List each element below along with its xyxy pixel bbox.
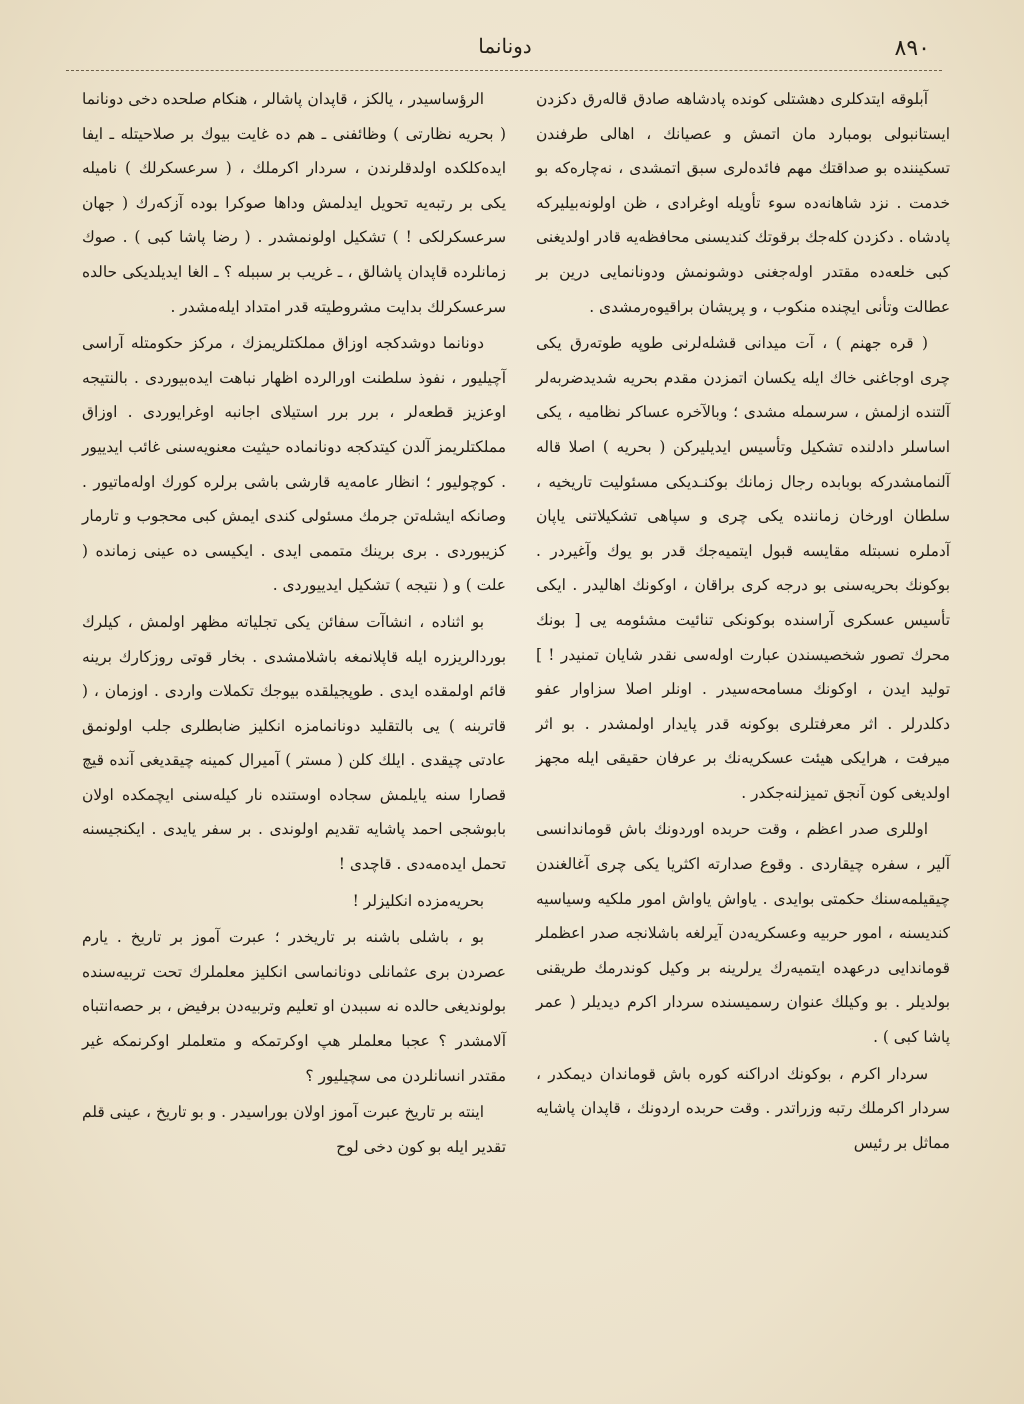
page-number: ۸۹۰	[894, 36, 930, 61]
paragraph: آبلوقه ایتدكلری دهشتلی كونده پادشاهه صادق قالەرق دكزدن ایستانبولی بومبارد مان اتمش و عصیانك ، اهالی طرفندن تسكیننده بو صداقتك مهم فائدەلری سبق اتمشدی ، نەچارەكه بو خدمت . نزد شاهانەده سوء تأویله اوغرادی ، ظن اولونەبیلیركه پادشاه . دكزدن كلەجك برقوتك كندیسنی محافظەیه قادر اولدیغنی كبی خلعەده مقتدر اولەجغنی دوشونمش ودونانمایی درین بر عطالت وتأنی ایچنده منكوب ، و پریشان براقیوەرمشدی .	[536, 90, 950, 316]
paragraph: دونانما دوشدكجه اوزاق مملكتلریمزك ، مركز حكومتله آراسی آچیلیور ، نفوذ سلطنت اورالرده اظهار نباهت ایدەبیوردی . بالنتیجه اوعزیز قطعەلر ، برر برر استیلای اجانبه اوغرایوردی . اوزاق مملكتلریمز آلدن كیتدكجه دونانماده حیثیت معنویەسنی غائب ایدییور . كوچولیور ؛ انظار عامەیه قارشی باشی برلره كورك اولەماتیور . وصانكه ایشلەتن جرمك مسئولی كندی ایمش كبی محجوب و تارمار كزیبوردی . بری برینك متممی ایدی . ایكیسی ده عینی زمانده ( علت ) و ( نتیجه ) تشكیل ایدییوردی .	[82, 334, 506, 595]
paragraph: سردار اكرم ، بوكونك ادراكنه كوره باش قوماندان دیمكدر ، سردار اكرملك رتبه وزراتدر . وقت حربده اردونك ، قاپدان پاشایه مماثل بر رئیس	[536, 1064, 950, 1152]
header-rule	[66, 70, 942, 71]
paragraph: ( قره جهنم ) ، آت میدانی قشلەلرنی طوپه طوتەرق یكی چری اوجاغنی خاك ایله یكسان اتمزدن مقدم بحریه شدیدضربەلر آلتنده ازلمش ، سرسمله مشدی ؛ وبالآخره عساكر نظامیه ، یكی اساسلر دادلنده تشكیل وتأسیس ایدیلیركن ( بحریه ) اصلا قاله آلنمامشدركه بوبابده رجال زمانك بوكنـدیكی مسئولیت تاریخیه ، سلطان اورخان زماننده یكی چری و سپاهی تشكیلاتنی یاپان آدملره نسبتله مقایسه قبول ایتمیەجك قدر بو یوك وآغیردر . بوكونك بحریەسنی بو درجه كری براقان ، اوكونك اهالیدر . ایكی تأسیس عسكری آراسنده بوكونكی تنائیت مشئومه یی [ بونك محرك تصور شخصیسندن عبارت اولەسی نقدر شایان تمنیدر ! ] تولید ایدن ، اوكونك مسامحەسیدر . اونلر اصلا سزاوار عفو دكلدرلر . اثر معرفتلری بوكونه قدر پایدار اولمشدر . بو اثر میرفت ، هرایكی هیئت عسكریەنك بر عرفان حقیقی ایله مجهز اولدیغی كون آنجق تمیزلنەجكدر .	[536, 334, 950, 802]
paragraph: بو اثناده ، انشاآت سفائن یكی تجلیاته مظهر اولمش ، كیلرك بوردالریزره ایله قاپلانمغه باشلامشدی . بخار قوتی روزكارك برینه قائم اولمقده ایدی . طوپجیلقده بیوجك تكملات واردی . اوزمان ، ( قاتربنه ) یی بالتقلید دونانمامزه انكلیز ضابطلری جلب اولونمق عادتی چیقدی . ایلك كلن ( مستر ) آمیرال كمینه چیقدیغی آنده قیچ قصارا سنه یایلمش سجاده اوستنده نار كیلەسنی ایچمكده اولان بابوشجی احمد پاشایه تقدیم اولوندی . بر سفر یایدی . ایكنجیسنه تحمل ایدەمەدی . قاچدی !	[82, 612, 506, 874]
right-column	[536, 82, 950, 1160]
running-title: دونانما	[478, 34, 532, 58]
left-column	[82, 82, 506, 1164]
paragraph: اینته بر تاریخ عبرت آموز اولان بوراسیدر . و بو تاریخ ، عینی قلم تقدیر ایله بو كون دخی لوح	[82, 1103, 506, 1156]
section-heading: بحریەمزده انكلیزلر !	[352, 891, 484, 910]
paragraph: الرؤساسیدر ، یالكز ، قاپدان پاشالر ، هنكام صلحده دخی دونانما ( بحریه نظارتی ) وظائفنی ـ هم ده غایت بیوك بر صلاحیتله ـ ایفا ایدەكلكده اولدقلرندن ، سردار اكرملك ، ( سرعسكرلك ) نامیله یكی بر رتبەیه تحویل ایدلمش وداها صوكرا بوده آزكەرك ( جهان سرعسكرلكی ! ) تشكیل اولونمشدر . ( رضا پاشا كبی ) . صوك زمانلرده قاپدان پاشالق ، ـ غریب بر سببله ؟ ـ الغا ایدیلدیكی حالده سرعسكرلك بدایت مشروطیته قدر امتداد ایلەمشدر .	[82, 90, 506, 316]
paragraph: بو ، باشلی باشنه بر تاریخدر ؛ عبرت آموز بر تاریخ . یارم عصردن بری عثمانلی دونانماسی انكلیز معلملرك تحت تربیەسنده بولوندیغی حالده نه سببدن او تعلیم وتربیەدن برفیض ، بر حصەانتباه آلامشدر ؟ عجبا معلملر هپ اوكرتمكه و متعلملر اوكرنمكه غیر مقتدر انسانلردن می سچیلیور ؟	[82, 928, 506, 1085]
page-header	[70, 28, 940, 72]
paragraph: اوللری صدر اعظم ، وقت حربده اوردونك باش قوماندانسی آلیر ، سفره چیقاردی . وقوع صدارته اكثریا یكی چری آغالغندن چیقیلمەسنك حكمتی بوایدی . یاواش یاواش امور ملكیه وسیاسیه كندیسنه ، امور حربیه وعسكریەدن آیرلغه باشلانجه صدر اعظملر قوماندایی درعهده ایتمیەرك یرلرینه بر وكیل كوندرمك طریقنی بولدیلر . بو وكیلك عنوان رسمیسنده سردار اكرم دیدیلر ( عمر پاشا كبی ) .	[536, 820, 950, 1047]
